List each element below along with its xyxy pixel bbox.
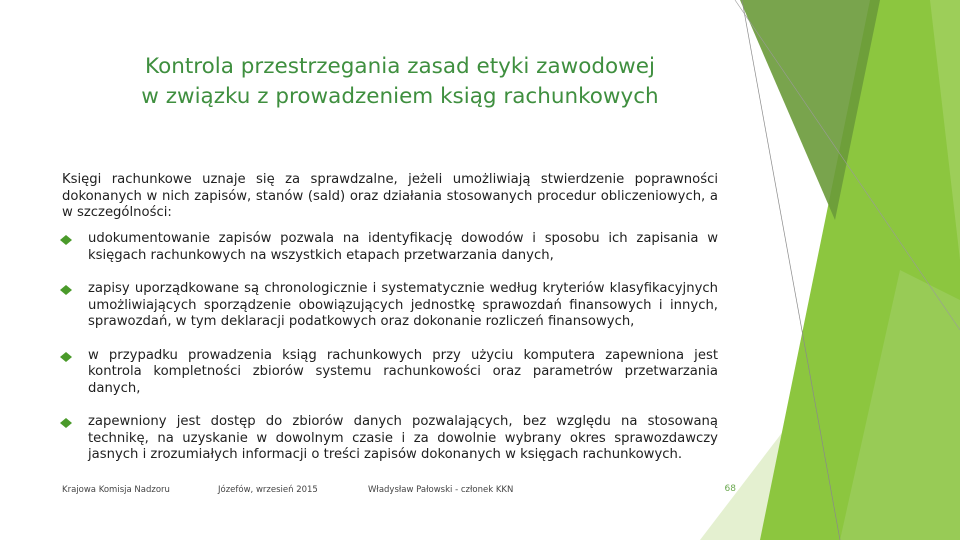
footer-author: Władysław Pałowski - członek KKN (368, 485, 514, 495)
diamond-bullet-icon (60, 235, 72, 245)
bullet-list (62, 231, 718, 482)
diamond-bullet-icon (60, 352, 72, 362)
intro-paragraph: Księgi rachunkowe uznaje się za sprawdzalne, jeżeli umożliwiają stwierdzenie poprawności dokonanych w nich zapisów, stanów (sald) oraz działania stosowanych procedur obliczeniowych, a w szczególności: (62, 172, 718, 220)
bullet-text: udokumentowanie zapisów pozwala na identyfikację dowodów i sposobu ich zapisania w księgach rachunkowych na wszystkich etapach przetwarzania danych, (88, 231, 718, 263)
slide-title (110, 52, 690, 112)
slide-title-line-2: w związku z prowadzeniem ksiąg rachunkowych (141, 84, 659, 109)
footer-organization: Krajowa Komisja Nadzoru (62, 485, 170, 495)
diamond-bullet-icon (60, 418, 72, 428)
slide-title-line-1: Kontrola przestrzegania zasad etyki zawodowej (145, 54, 655, 79)
footer-date: Józefów, wrzesień 2015 (218, 485, 318, 495)
bullet-item (62, 281, 718, 331)
page-number: 68 (724, 484, 736, 494)
bullet-text: zapisy uporządkowane są chronologicznie i systematycznie według kryteriów klasyfikacyjnych umożliwiających sporządzenie obowiązujących jednostkę sprawozdań finansowych i innych, sprawozdań, w tym deklaracji podatkowych oraz dokonanie rozliczeń finansowych, (88, 281, 718, 329)
bullet-text: w przypadku prowadzenia ksiąg rachunkowych przy użyciu komputera zapewniona jest kontrola kompletności zbiorów systemu rachunkowości oraz parametrów przetwarzania danych, (88, 347, 718, 396)
bullet-item (62, 414, 718, 464)
bullet-item (62, 231, 718, 264)
diamond-bullet-icon (60, 285, 72, 295)
bullet-item (62, 348, 718, 398)
bullet-text: zapewniony jest dostęp do zbiorów danych pozwalających, bez względu na stosowaną technikę, na uzyskanie w dowolnym czasie i za dowolnie wybrany okres sprawozdawczy jasnych i zrozumiałych informacji o treści zapisów dokonanych w księgach rachunkowych. (88, 414, 718, 462)
